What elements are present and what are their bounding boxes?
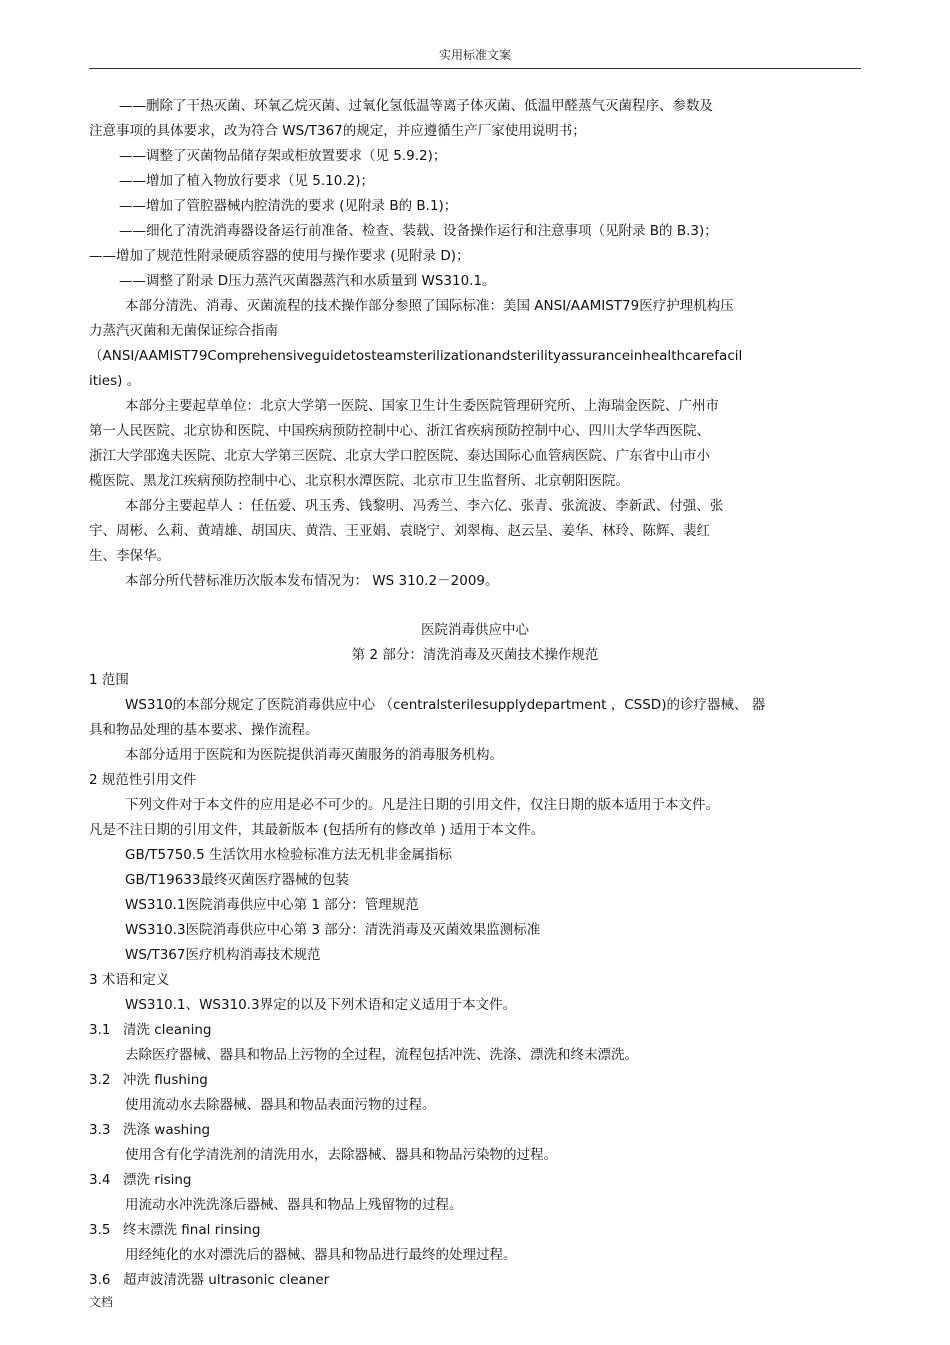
page-header: 实用标准文案 <box>438 48 511 62</box>
header-divider <box>89 68 861 69</box>
intro-line: ——调整了附录 D压力蒸汽灭菌器蒸汽和水质量到 WS310.1。 <box>119 273 496 289</box>
intro-line: （ANSI/AAMIST79Comprehensiveguidetosteamsterilizationandsterilityassuranceinhealthcarefacil <box>89 348 743 364</box>
term-name: 冲洗 flushing <box>123 1072 208 1088</box>
term-number: 3.4 <box>89 1172 111 1188</box>
intro-line: ——删除了干热灭菌、环氧乙烷灭菌、过氧化氢低温等离子体灭菌、低温甲醛蒸气灭菌程序、参数及 <box>119 98 713 114</box>
term-definition: 使用流动水去除器械、器具和物品表面污物的过程。 <box>125 1097 436 1113</box>
intro-line: ——增加了规范性附录硬质容器的使用与操作要求 (见附录 D)； <box>89 248 470 264</box>
term-number: 3.6 <box>89 1272 111 1288</box>
term-name: 漂洗 rising <box>123 1172 192 1188</box>
intro-line: ities) 。 <box>89 373 141 389</box>
body-line: 凡是不注日期的引用文件，其最新版本 (包括所有的修改单 ) 适用于本文件。 <box>89 822 545 838</box>
intro-line: 本部分所代替标准历次版本发布情况为： WS 310.2－2009。 <box>125 573 499 589</box>
spacer <box>89 594 861 618</box>
intro-line: ——调整了灭菌物品储存架或柜放置要求（见 5.9.2)； <box>119 148 447 164</box>
section-heading: 2 规范性引用文件 <box>89 772 197 788</box>
term-heading <box>89 1268 861 1293</box>
body-line: 具和物品处理的基本要求、操作流程。 <box>89 722 319 738</box>
section-heading: 1 范围 <box>89 672 129 688</box>
term-heading <box>89 1118 861 1143</box>
term-number: 3.1 <box>89 1022 111 1038</box>
term-name: 终末漂洗 final rinsing <box>123 1222 261 1238</box>
reference-item: GB/T5750.5 生活饮用水检验标准方法无机非金属指标 <box>125 847 453 863</box>
intro-line: ——增加了管腔器械内腔清洗的要求 (见附录 B的 B.1)； <box>119 198 458 214</box>
intro-line: 浙江大学邵逸夫医院、北京大学第三医院、北京大学口腔医院、泰达国际心血管病医院、广东省中山市小 <box>89 448 710 464</box>
body-line: WS310.1、WS310.3界定的以及下列术语和定义适用于本文件。 <box>125 997 517 1013</box>
intro-line: 榄医院、黑龙江疾病预防控制中心、北京积水潭医院、北京市卫生监督所、北京朝阳医院。 <box>89 473 629 489</box>
term-name: 超声波清洗器 ultrasonic cleaner <box>123 1272 330 1288</box>
page-footer: 文档 <box>89 1295 114 1309</box>
intro-line: 本部分主要起草人 ：任伍爱、巩玉秀、钱黎明、冯秀兰、李六亿、张青、张流波、李新武、付强、张 <box>125 498 724 514</box>
term-definition: 用经纯化的水对漂洗后的器械、器具和物品进行最终的处理过程。 <box>125 1247 517 1263</box>
term-definition: 去除医疗器械、器具和物品上污物的全过程，流程包括冲洗、洗涤、漂洗和终末漂洗。 <box>125 1047 638 1063</box>
term-heading <box>89 1218 861 1243</box>
intro-line: 第一人民医院、北京协和医院、中国疾病预防控制中心、浙江省疾病预防控制中心、四川大学华西医院、 <box>89 423 710 439</box>
intro-line: 本部分清洗、消毒、灭菌流程的技术操作部分参照了国际标准：美国 ANSI/AAMIST79医疗护理机构压 <box>125 298 734 314</box>
term-heading <box>89 1018 861 1043</box>
intro-line: ——细化了清洗消毒器设备运行前准备、检查、装载、设备操作运行和注意事项（见附录 B的 B.3)； <box>119 223 718 239</box>
intro-line: 生、李保华。 <box>89 548 170 564</box>
term-definition: 用流动水冲洗洗涤后器械、器具和物品上残留物的过程。 <box>125 1197 463 1213</box>
term-definition: 使用含有化学清洗剂的清洗用水，去除器械、器具和物品污染物的过程。 <box>125 1147 557 1163</box>
body-line: 下列文件对于本文件的应用是必不可少的。凡是注日期的引用文件，仅注日期的版本适用于本文件。 <box>125 797 719 813</box>
intro-line: 本部分主要起草单位：北京大学第一医院、国家卫生计生委医院管理研究所、上海瑞金医院、广州市 <box>125 398 719 414</box>
term-name: 清洗 cleaning <box>123 1022 212 1038</box>
document-body <box>89 94 861 1293</box>
term-heading <box>89 1068 861 1093</box>
term-number: 3.2 <box>89 1072 111 1088</box>
document-title: 医院消毒供应中心 <box>421 622 529 638</box>
term-number: 3.3 <box>89 1122 111 1138</box>
intro-line: 力蒸汽灭菌和无菌保证综合指南 <box>89 323 278 339</box>
intro-line: ——增加了植入物放行要求（见 5.10.2)； <box>119 173 374 189</box>
reference-item: WS310.1医院消毒供应中心第 1 部分：管理规范 <box>125 897 419 913</box>
intro-line: 注意事项的具体要求，改为符合 WS/T367的规定，并应遵循生产厂家使用说明书； <box>89 123 586 139</box>
reference-item: WS310.3医院消毒供应中心第 3 部分：清洗消毒及灭菌效果监测标准 <box>125 922 541 938</box>
term-number: 3.5 <box>89 1222 111 1238</box>
body-line: WS310的本部分规定了医院消毒供应中心 （centralsterilesupplydepartment ，CSSD)的诊疗器械、 器 <box>125 697 766 713</box>
intro-line: 宇、周彬、么莉、黄靖雄、胡国庆、黄浩、王亚娟、袁晓宁、刘翠梅、赵云呈、姜华、林玲、陈辉、裴红 <box>89 523 710 539</box>
document-subtitle: 第 2 部分：清洗消毒及灭菌技术操作规范 <box>351 647 599 663</box>
term-heading <box>89 1168 861 1193</box>
reference-item: GB/T19633最终灭菌医疗器械的包装 <box>125 872 349 888</box>
term-name: 洗涤 washing <box>123 1122 211 1138</box>
body-line: 本部分适用于医院和为医院提供消毒灭菌服务的消毒服务机构。 <box>125 747 503 763</box>
reference-item: WS/T367医疗机构消毒技术规范 <box>125 947 321 963</box>
section-heading: 3 术语和定义 <box>89 972 170 988</box>
